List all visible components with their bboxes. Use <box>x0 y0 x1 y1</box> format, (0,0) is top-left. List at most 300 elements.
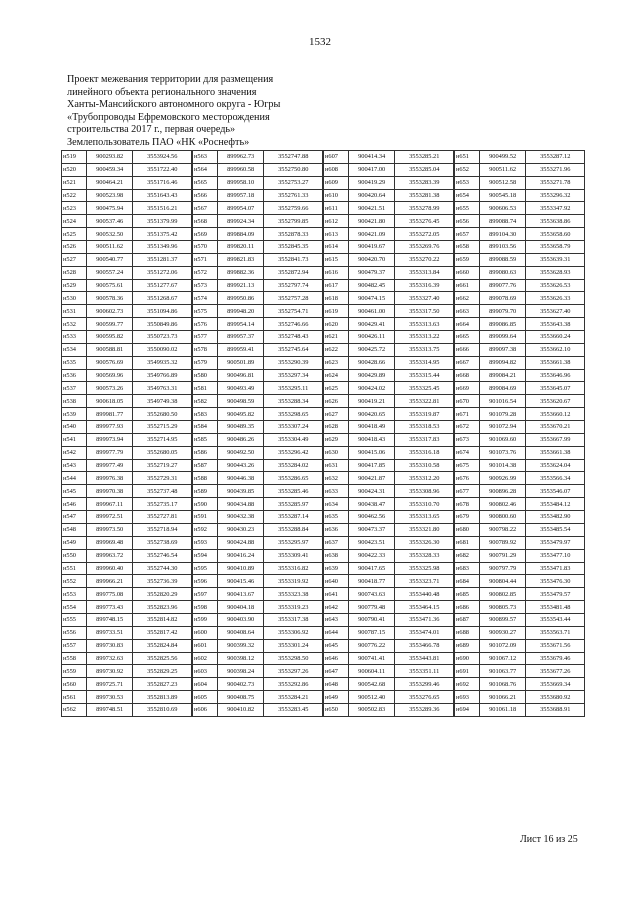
y-coordinate-cell: 3552680.50 <box>133 408 192 421</box>
y-coordinate-cell: 3553677.26 <box>526 665 585 678</box>
x-coordinate-cell: 900408.64 <box>217 626 264 639</box>
y-coordinate-cell: 3553662.10 <box>526 343 585 356</box>
y-coordinate-cell: 3553316.39 <box>395 279 454 292</box>
point-id-cell: н562 <box>62 703 87 716</box>
point-id-cell: н594 <box>193 549 218 562</box>
x-coordinate-cell: 899732.63 <box>86 652 133 665</box>
y-coordinate-cell: 3552747.88 <box>264 151 323 164</box>
y-coordinate-cell: 3553671.56 <box>526 639 585 652</box>
x-coordinate-cell: 899882.36 <box>217 266 264 279</box>
x-coordinate-cell: 900434.88 <box>217 498 264 511</box>
y-coordinate-cell: 3553292.86 <box>264 678 323 691</box>
y-coordinate-cell: 3549766.89 <box>133 369 192 382</box>
y-coordinate-cell: 3553298.50 <box>264 652 323 665</box>
y-coordinate-cell: 3553313.75 <box>395 343 454 356</box>
y-coordinate-cell: 3553295.97 <box>264 536 323 549</box>
x-coordinate-cell: 900459.34 <box>86 163 133 176</box>
y-coordinate-cell: 3553669.34 <box>526 678 585 691</box>
point-id-cell: н634 <box>324 498 349 511</box>
table-row <box>455 446 585 459</box>
point-id-cell: н591 <box>193 511 218 524</box>
table-row <box>324 678 454 691</box>
y-coordinate-cell: 3553484.12 <box>526 498 585 511</box>
point-id-cell: н606 <box>193 703 218 716</box>
point-id-cell: н572 <box>193 266 218 279</box>
x-coordinate-cell: 900399.32 <box>217 639 264 652</box>
x-coordinate-cell: 900511.62 <box>86 241 133 254</box>
y-coordinate-cell: 3553271.96 <box>526 163 585 176</box>
table-row <box>324 665 454 678</box>
point-id-cell: н616 <box>324 266 349 279</box>
x-coordinate-cell: 900410.89 <box>217 562 264 575</box>
y-coordinate-cell: 3553351.11 <box>395 665 454 678</box>
x-coordinate-cell: 900573.26 <box>86 382 133 395</box>
x-coordinate-cell: 900926.99 <box>479 472 526 485</box>
y-coordinate-cell: 3553476.30 <box>526 575 585 588</box>
table-row <box>193 472 323 485</box>
x-coordinate-cell: 899080.63 <box>479 266 526 279</box>
x-coordinate-cell: 900557.24 <box>86 266 133 279</box>
table-row <box>193 485 323 498</box>
point-id-cell: н527 <box>62 253 87 266</box>
x-coordinate-cell: 900532.50 <box>86 228 133 241</box>
y-coordinate-cell: 3553298.65 <box>264 408 323 421</box>
x-coordinate-cell: 901073.76 <box>479 446 526 459</box>
point-id-cell: н604 <box>193 678 218 691</box>
y-coordinate-cell: 3553661.38 <box>526 446 585 459</box>
table-row <box>324 523 454 536</box>
y-coordinate-cell: 3553322.81 <box>395 395 454 408</box>
y-coordinate-cell: 3553658.79 <box>526 241 585 254</box>
table-row <box>455 549 585 562</box>
table-row <box>455 536 585 549</box>
x-coordinate-cell: 900899.57 <box>479 613 526 626</box>
point-id-cell: н644 <box>324 626 349 639</box>
x-coordinate-cell: 900464.21 <box>86 176 133 189</box>
x-coordinate-cell: 899078.69 <box>479 292 526 305</box>
y-coordinate-cell: 3553301.24 <box>264 639 323 652</box>
x-coordinate-cell: 900602.73 <box>86 305 133 318</box>
x-coordinate-cell: 899088.59 <box>479 253 526 266</box>
y-coordinate-cell: 3553325.98 <box>395 562 454 575</box>
point-id-cell: н575 <box>193 305 218 318</box>
x-coordinate-cell: 901016.54 <box>479 395 526 408</box>
table-row <box>455 318 585 331</box>
point-id-cell: н661 <box>455 279 480 292</box>
point-id-cell: н581 <box>193 382 218 395</box>
table-row <box>193 691 323 704</box>
y-coordinate-cell: 3553661.38 <box>526 356 585 369</box>
point-id-cell: н689 <box>455 639 480 652</box>
table-row <box>193 318 323 331</box>
point-id-cell: н584 <box>193 421 218 434</box>
x-coordinate-cell: 900424.88 <box>217 536 264 549</box>
point-id-cell: н643 <box>324 613 349 626</box>
point-id-cell: н538 <box>62 395 87 408</box>
y-coordinate-cell: 3553646.96 <box>526 369 585 382</box>
table-row <box>62 446 192 459</box>
x-coordinate-cell: 900511.62 <box>479 163 526 176</box>
table-row <box>324 459 454 472</box>
title-line: строительства 2017 г., первая очередь» <box>67 124 236 136</box>
table-row <box>324 176 454 189</box>
table-row <box>324 408 454 421</box>
table-row <box>62 511 192 524</box>
point-id-cell: н600 <box>193 626 218 639</box>
point-id-cell: н520 <box>62 163 87 176</box>
table-row <box>62 266 192 279</box>
x-coordinate-cell: 899970.38 <box>86 485 133 498</box>
y-coordinate-cell: 3552817.42 <box>133 626 192 639</box>
y-coordinate-cell: 3553626.33 <box>526 292 585 305</box>
x-coordinate-cell: 899976.38 <box>86 472 133 485</box>
y-coordinate-cell: 3553688.91 <box>526 703 585 716</box>
table-row <box>455 433 585 446</box>
table-row <box>62 215 192 228</box>
table-row <box>455 241 585 254</box>
table-row <box>455 343 585 356</box>
x-coordinate-cell: 900569.96 <box>86 369 133 382</box>
table-row <box>193 202 323 215</box>
y-coordinate-cell: 3553307.24 <box>264 421 323 434</box>
y-coordinate-cell: 3552841.73 <box>264 253 323 266</box>
table-row <box>455 613 585 626</box>
point-id-cell: н542 <box>62 446 87 459</box>
y-coordinate-cell: 3552737.48 <box>133 485 192 498</box>
x-coordinate-cell: 900408.75 <box>217 691 264 704</box>
table-row <box>324 331 454 344</box>
point-id-cell: н579 <box>193 356 218 369</box>
x-coordinate-cell: 899977.49 <box>86 459 133 472</box>
table-row <box>324 241 454 254</box>
x-coordinate-cell: 900618.05 <box>86 395 133 408</box>
point-id-cell: н596 <box>193 575 218 588</box>
y-coordinate-cell: 3553317.38 <box>264 613 323 626</box>
point-id-cell: н620 <box>324 318 349 331</box>
point-id-cell: н691 <box>455 665 480 678</box>
point-id-cell: н605 <box>193 691 218 704</box>
point-id-cell: н588 <box>193 472 218 485</box>
y-coordinate-cell: 3553304.49 <box>264 433 323 446</box>
table-row <box>455 331 585 344</box>
y-coordinate-cell: 3553620.67 <box>526 395 585 408</box>
y-coordinate-cell: 3552729.31 <box>133 472 192 485</box>
table-row <box>193 613 323 626</box>
page-number: 1532 <box>309 36 331 48</box>
table-row <box>62 176 192 189</box>
y-coordinate-cell: 3553318.53 <box>395 421 454 434</box>
y-coordinate-cell: 3552680.05 <box>133 446 192 459</box>
point-id-cell: н658 <box>455 241 480 254</box>
table-row <box>193 266 323 279</box>
table-row <box>193 665 323 678</box>
x-coordinate-cell: 900805.73 <box>479 601 526 614</box>
y-coordinate-cell: 3552748.43 <box>264 331 323 344</box>
point-id-cell: н558 <box>62 652 87 665</box>
x-coordinate-cell: 900415.46 <box>217 575 264 588</box>
table-row <box>62 459 192 472</box>
point-id-cell: н687 <box>455 613 480 626</box>
y-coordinate-cell: 3553482.90 <box>526 511 585 524</box>
x-coordinate-cell: 900588.81 <box>86 343 133 356</box>
point-id-cell: н683 <box>455 562 480 575</box>
point-id-cell: н647 <box>324 665 349 678</box>
point-id-cell: н642 <box>324 601 349 614</box>
x-coordinate-cell: 900545.18 <box>479 189 526 202</box>
x-coordinate-cell: 900896.28 <box>479 485 526 498</box>
document-title <box>67 74 367 150</box>
y-coordinate-cell: 3553272.05 <box>395 228 454 241</box>
table-row <box>324 575 454 588</box>
point-id-cell: н586 <box>193 446 218 459</box>
y-coordinate-cell: 3553471.83 <box>526 562 585 575</box>
point-id-cell: н560 <box>62 678 87 691</box>
y-coordinate-cell: 3553269.76 <box>395 241 454 254</box>
table-row <box>455 472 585 485</box>
x-coordinate-cell: 899775.08 <box>86 588 133 601</box>
table-row <box>324 189 454 202</box>
y-coordinate-cell: 3553313.22 <box>395 331 454 344</box>
point-id-cell: н592 <box>193 523 218 536</box>
table-row <box>324 266 454 279</box>
x-coordinate-cell: 900482.45 <box>348 279 395 292</box>
x-coordinate-cell: 899773.43 <box>86 601 133 614</box>
x-coordinate-cell: 899079.70 <box>479 305 526 318</box>
point-id-cell: н607 <box>324 151 349 164</box>
y-coordinate-cell: 3553313.63 <box>395 318 454 331</box>
point-id-cell: н657 <box>455 228 480 241</box>
x-coordinate-cell: 900461.00 <box>348 305 395 318</box>
x-coordinate-cell: 899730.53 <box>86 691 133 704</box>
point-id-cell: н678 <box>455 498 480 511</box>
table-row <box>193 279 323 292</box>
point-id-cell: н612 <box>324 215 349 228</box>
table-row <box>324 498 454 511</box>
table-row <box>193 433 323 446</box>
x-coordinate-cell: 899973.94 <box>86 433 133 446</box>
x-coordinate-cell: 899963.72 <box>86 549 133 562</box>
y-coordinate-cell: 3553276.65 <box>395 691 454 704</box>
y-coordinate-cell: 3553281.38 <box>395 189 454 202</box>
x-coordinate-cell: 899921.13 <box>217 279 264 292</box>
y-coordinate-cell: 3553639.31 <box>526 253 585 266</box>
table-row <box>455 678 585 691</box>
table-row <box>455 421 585 434</box>
x-coordinate-cell: 899972.51 <box>86 511 133 524</box>
x-coordinate-cell: 900446.38 <box>217 472 264 485</box>
y-coordinate-cell: 3552829.25 <box>133 665 192 678</box>
point-id-cell: н601 <box>193 639 218 652</box>
table-row <box>324 626 454 639</box>
point-id-cell: н669 <box>455 382 480 395</box>
point-id-cell: н524 <box>62 215 87 228</box>
y-coordinate-cell: 3553284.21 <box>264 691 323 704</box>
y-coordinate-cell: 3552813.89 <box>133 691 192 704</box>
table-row <box>455 485 585 498</box>
point-id-cell: н569 <box>193 228 218 241</box>
table-row <box>324 395 454 408</box>
y-coordinate-cell: 3553276.45 <box>395 215 454 228</box>
x-coordinate-cell: 900418.49 <box>348 421 395 434</box>
title-line: Землепользователь ПАО «НК «Роснефть» <box>67 136 250 148</box>
point-id-cell: н674 <box>455 446 480 459</box>
x-coordinate-cell: 900403.90 <box>217 613 264 626</box>
table-row <box>455 215 585 228</box>
point-id-cell: н624 <box>324 369 349 382</box>
y-coordinate-cell: 3549763.31 <box>133 382 192 395</box>
table-row <box>455 562 585 575</box>
x-coordinate-cell: 900804.44 <box>479 575 526 588</box>
point-id-cell: н664 <box>455 318 480 331</box>
point-id-cell: н546 <box>62 498 87 511</box>
point-id-cell: н548 <box>62 523 87 536</box>
y-coordinate-cell: 3552744.30 <box>133 562 192 575</box>
x-coordinate-cell: 900443.26 <box>217 459 264 472</box>
y-coordinate-cell: 3553660.24 <box>526 331 585 344</box>
table-row <box>62 292 192 305</box>
x-coordinate-cell: 900419.29 <box>348 176 395 189</box>
table-row <box>455 511 585 524</box>
x-coordinate-cell: 899954.14 <box>217 318 264 331</box>
table-row <box>324 485 454 498</box>
table-row <box>193 523 323 536</box>
x-coordinate-cell: 900502.83 <box>348 703 395 716</box>
table-row <box>62 549 192 562</box>
x-coordinate-cell: 900798.22 <box>479 523 526 536</box>
x-coordinate-cell: 899966.21 <box>86 575 133 588</box>
table-row <box>455 626 585 639</box>
point-id-cell: н550 <box>62 549 87 562</box>
y-coordinate-cell: 3553316.18 <box>395 446 454 459</box>
table-row <box>324 691 454 704</box>
table-row <box>193 678 323 691</box>
coordinates-table <box>454 150 585 717</box>
point-id-cell: н637 <box>324 536 349 549</box>
table-row <box>62 626 192 639</box>
point-id-cell: н651 <box>455 151 480 164</box>
x-coordinate-cell: 900413.67 <box>217 588 264 601</box>
y-coordinate-cell: 3549935.32 <box>133 356 192 369</box>
y-coordinate-cell: 3553285.21 <box>395 151 454 164</box>
table-row <box>62 562 192 575</box>
y-coordinate-cell: 3553297.26 <box>264 665 323 678</box>
x-coordinate-cell: 899960.58 <box>217 163 264 176</box>
point-id-cell: н556 <box>62 626 87 639</box>
x-coordinate-cell: 901066.21 <box>479 691 526 704</box>
y-coordinate-cell: 3553680.92 <box>526 691 585 704</box>
point-id-cell: н568 <box>193 215 218 228</box>
point-id-cell: н682 <box>455 549 480 562</box>
x-coordinate-cell: 900542.68 <box>348 678 395 691</box>
point-id-cell: н590 <box>193 498 218 511</box>
y-coordinate-cell: 3552759.66 <box>264 202 323 215</box>
y-coordinate-cell: 3553323.71 <box>395 575 454 588</box>
table-row <box>62 151 192 164</box>
table-row <box>324 511 454 524</box>
table-row <box>324 343 454 356</box>
point-id-cell: н608 <box>324 163 349 176</box>
point-id-cell: н668 <box>455 369 480 382</box>
y-coordinate-cell: 3553479.97 <box>526 536 585 549</box>
coordinates-table <box>61 150 192 717</box>
table-row <box>193 176 323 189</box>
point-id-cell: н531 <box>62 305 87 318</box>
y-coordinate-cell: 3553321.80 <box>395 523 454 536</box>
x-coordinate-cell: 900439.85 <box>217 485 264 498</box>
y-coordinate-cell: 3553626.53 <box>526 279 585 292</box>
y-coordinate-cell: 3552827.23 <box>133 678 192 691</box>
table-row <box>62 472 192 485</box>
x-coordinate-cell: 899954.07 <box>217 202 264 215</box>
x-coordinate-cell: 900293.82 <box>86 151 133 164</box>
x-coordinate-cell: 899086.85 <box>479 318 526 331</box>
x-coordinate-cell: 900797.79 <box>479 562 526 575</box>
y-coordinate-cell: 3553309.41 <box>264 549 323 562</box>
x-coordinate-cell: 899957.18 <box>217 189 264 202</box>
y-coordinate-cell: 3553328.33 <box>395 549 454 562</box>
table-row <box>62 331 192 344</box>
y-coordinate-cell: 3553679.46 <box>526 652 585 665</box>
x-coordinate-cell: 900930.27 <box>479 626 526 639</box>
point-id-cell: н567 <box>193 202 218 215</box>
x-coordinate-cell: 900606.53 <box>479 202 526 215</box>
point-id-cell: н635 <box>324 511 349 524</box>
table-row <box>62 356 192 369</box>
y-coordinate-cell: 3551281.37 <box>133 253 192 266</box>
table-row <box>324 652 454 665</box>
x-coordinate-cell: 901067.12 <box>479 652 526 665</box>
x-coordinate-cell: 900418.77 <box>348 575 395 588</box>
table-row <box>62 665 192 678</box>
x-coordinate-cell: 899967.11 <box>86 498 133 511</box>
point-id-cell: н685 <box>455 588 480 601</box>
y-coordinate-cell: 3553310.58 <box>395 459 454 472</box>
point-id-cell: н628 <box>324 421 349 434</box>
x-coordinate-cell: 900398.24 <box>217 665 264 678</box>
table-row <box>193 511 323 524</box>
point-id-cell: н530 <box>62 292 87 305</box>
table-row <box>455 292 585 305</box>
y-coordinate-cell: 3551349.96 <box>133 241 192 254</box>
x-coordinate-cell: 900741.41 <box>348 652 395 665</box>
x-coordinate-cell: 900414.34 <box>348 151 395 164</box>
x-coordinate-cell: 900540.77 <box>86 253 133 266</box>
point-id-cell: н578 <box>193 343 218 356</box>
x-coordinate-cell: 900417.65 <box>348 562 395 575</box>
point-id-cell: н615 <box>324 253 349 266</box>
point-id-cell: н681 <box>455 536 480 549</box>
table-row <box>324 163 454 176</box>
point-id-cell: н621 <box>324 331 349 344</box>
y-coordinate-cell: 3552814.82 <box>133 613 192 626</box>
point-id-cell: н603 <box>193 665 218 678</box>
y-coordinate-cell: 3550849.86 <box>133 318 192 331</box>
table-row <box>193 446 323 459</box>
x-coordinate-cell: 900438.47 <box>348 498 395 511</box>
point-id-cell: н622 <box>324 343 349 356</box>
title-line: Ханты-Мансийского автономного округа - Югры <box>67 99 281 111</box>
y-coordinate-cell: 3553270.22 <box>395 253 454 266</box>
table-row <box>455 163 585 176</box>
point-id-cell: н641 <box>324 588 349 601</box>
table-row <box>62 691 192 704</box>
y-coordinate-cell: 3549749.38 <box>133 395 192 408</box>
point-id-cell: н541 <box>62 433 87 446</box>
y-coordinate-cell: 3553308.96 <box>395 485 454 498</box>
x-coordinate-cell: 900595.82 <box>86 331 133 344</box>
x-coordinate-cell: 899077.76 <box>479 279 526 292</box>
x-coordinate-cell: 900791.29 <box>479 549 526 562</box>
